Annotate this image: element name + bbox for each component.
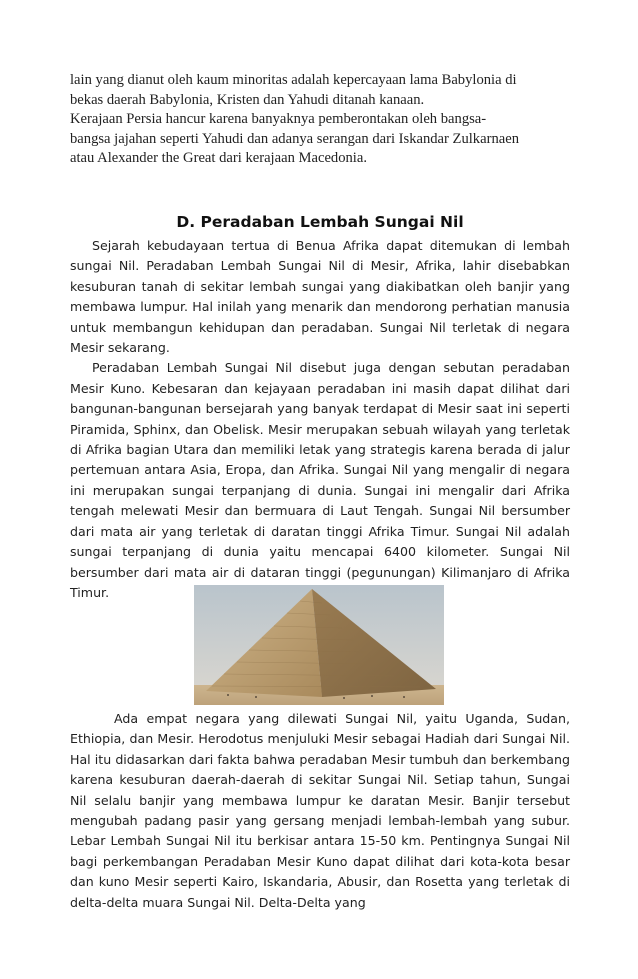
intro-line: bekas daerah Babylonia, Kristen dan Yahudi ditanah kanaan. bbox=[70, 91, 425, 108]
paragraph-3: Ada empat negara yang dilewati Sungai Nil, yaitu Uganda, Sudan, Ethiopia, dan Mesir. Herodotus menjuluki Mesir sebagai Hadiah dari Sungai Nil. Hal itu didasarkan dari fakta bahwa peradaban Mesir tumbuh dan berkembang karena kesuburan daerah-daerah di sekitar Sungai Nil. Setiap tahun, Sungai Nil selalu banjir yang membawa lumpur ke daratan Mesir. Banjir tersebut mengubah padang pasir yang gersang menjadi lembah-lembah yang subur. Lebar Lembah Sungai Nil itu berkisar antara 15-50 km. Pentingnya Sungai Nil bagi perkembangan Peradaban Mesir Kuno dapat dilihat dari kota-kota besar dan kuno Mesir seperti Kairo, Iskandaria, Abusir, dan Rosetta yang terletak di delta-delta muara Sungai Nil. Delta-Delta yang bbox=[70, 711, 570, 910]
intro-text bbox=[70, 71, 570, 169]
section-body-top bbox=[70, 236, 570, 603]
paragraph-1: Sejarah kebudayaan tertua di Benua Afrika dapat ditemukan di lembah sungai Nil. Peradaban Lembah Sungai Nil di Mesir, Afrika, lahir disebabkan kesuburan tanah di sekitar lembah sungai yang diakibatkan oleh banjir yang membawa lumpur. Hal inilah yang menarik dan mendorong perhatian manusia untuk membangun kehidupan dan peradaban. Sungai Nil terletak di negara Mesir sekarang. bbox=[70, 238, 570, 356]
pyramid-image bbox=[194, 585, 444, 705]
intro-line: lain yang dianut oleh kaum minoritas adalah kepercayaan lama Babylonia di bbox=[70, 72, 517, 88]
paragraph-2: Peradaban Lembah Sungai Nil disebut juga dengan sebutan peradaban Mesir Kuno. Kebesaran dan kejayaan peradaban ini masih dapat dilihat dari bangunan-bangunan bersejarah yang banyak terdapat di Mesir saat ini seperti Piramida, Sphinx, dan Obelisk. Mesir merupakan sebuah wilayah yang terletak di Afrika bagian Utara dan memiliki letak yang strategis karena berada di jalur pertemuan antara Asia, Eropa, dan Afrika. Sungai Nil yang mengalir di negara ini merupakan sungai terpanjang di dunia. Sungai ini mengalir dari Afrika tengah melewati Mesir dan bermuara di Laut Tengah. Sungai Nil bersumber dari mata air yang terletak di daratan tinggi Afrika Timur. Sungai Nil adalah sungai terpanjang di dunia yaitu mencapai 6400 kilometer. Sungai Nil bersumber dari mata air di dataran tinggi (pegunungan) Kilimanjaro di Afrika Timur. bbox=[70, 360, 570, 600]
intro-line: bangsa jajahan seperti Yahudi dan adanya serangan dari Iskandar Zulkarnaen bbox=[70, 130, 519, 147]
intro-line: Kerajaan Persia hancur karena banyaknya pemberontakan oleh bangsa- bbox=[70, 111, 487, 127]
section-heading: D. Peradaban Lembah Sungai Nil bbox=[176, 213, 464, 231]
pyramid-photo-icon bbox=[194, 585, 444, 705]
intro-line: atau Alexander the Great dari kerajaan Macedonia. bbox=[70, 150, 367, 166]
section-body-bottom bbox=[70, 709, 570, 913]
